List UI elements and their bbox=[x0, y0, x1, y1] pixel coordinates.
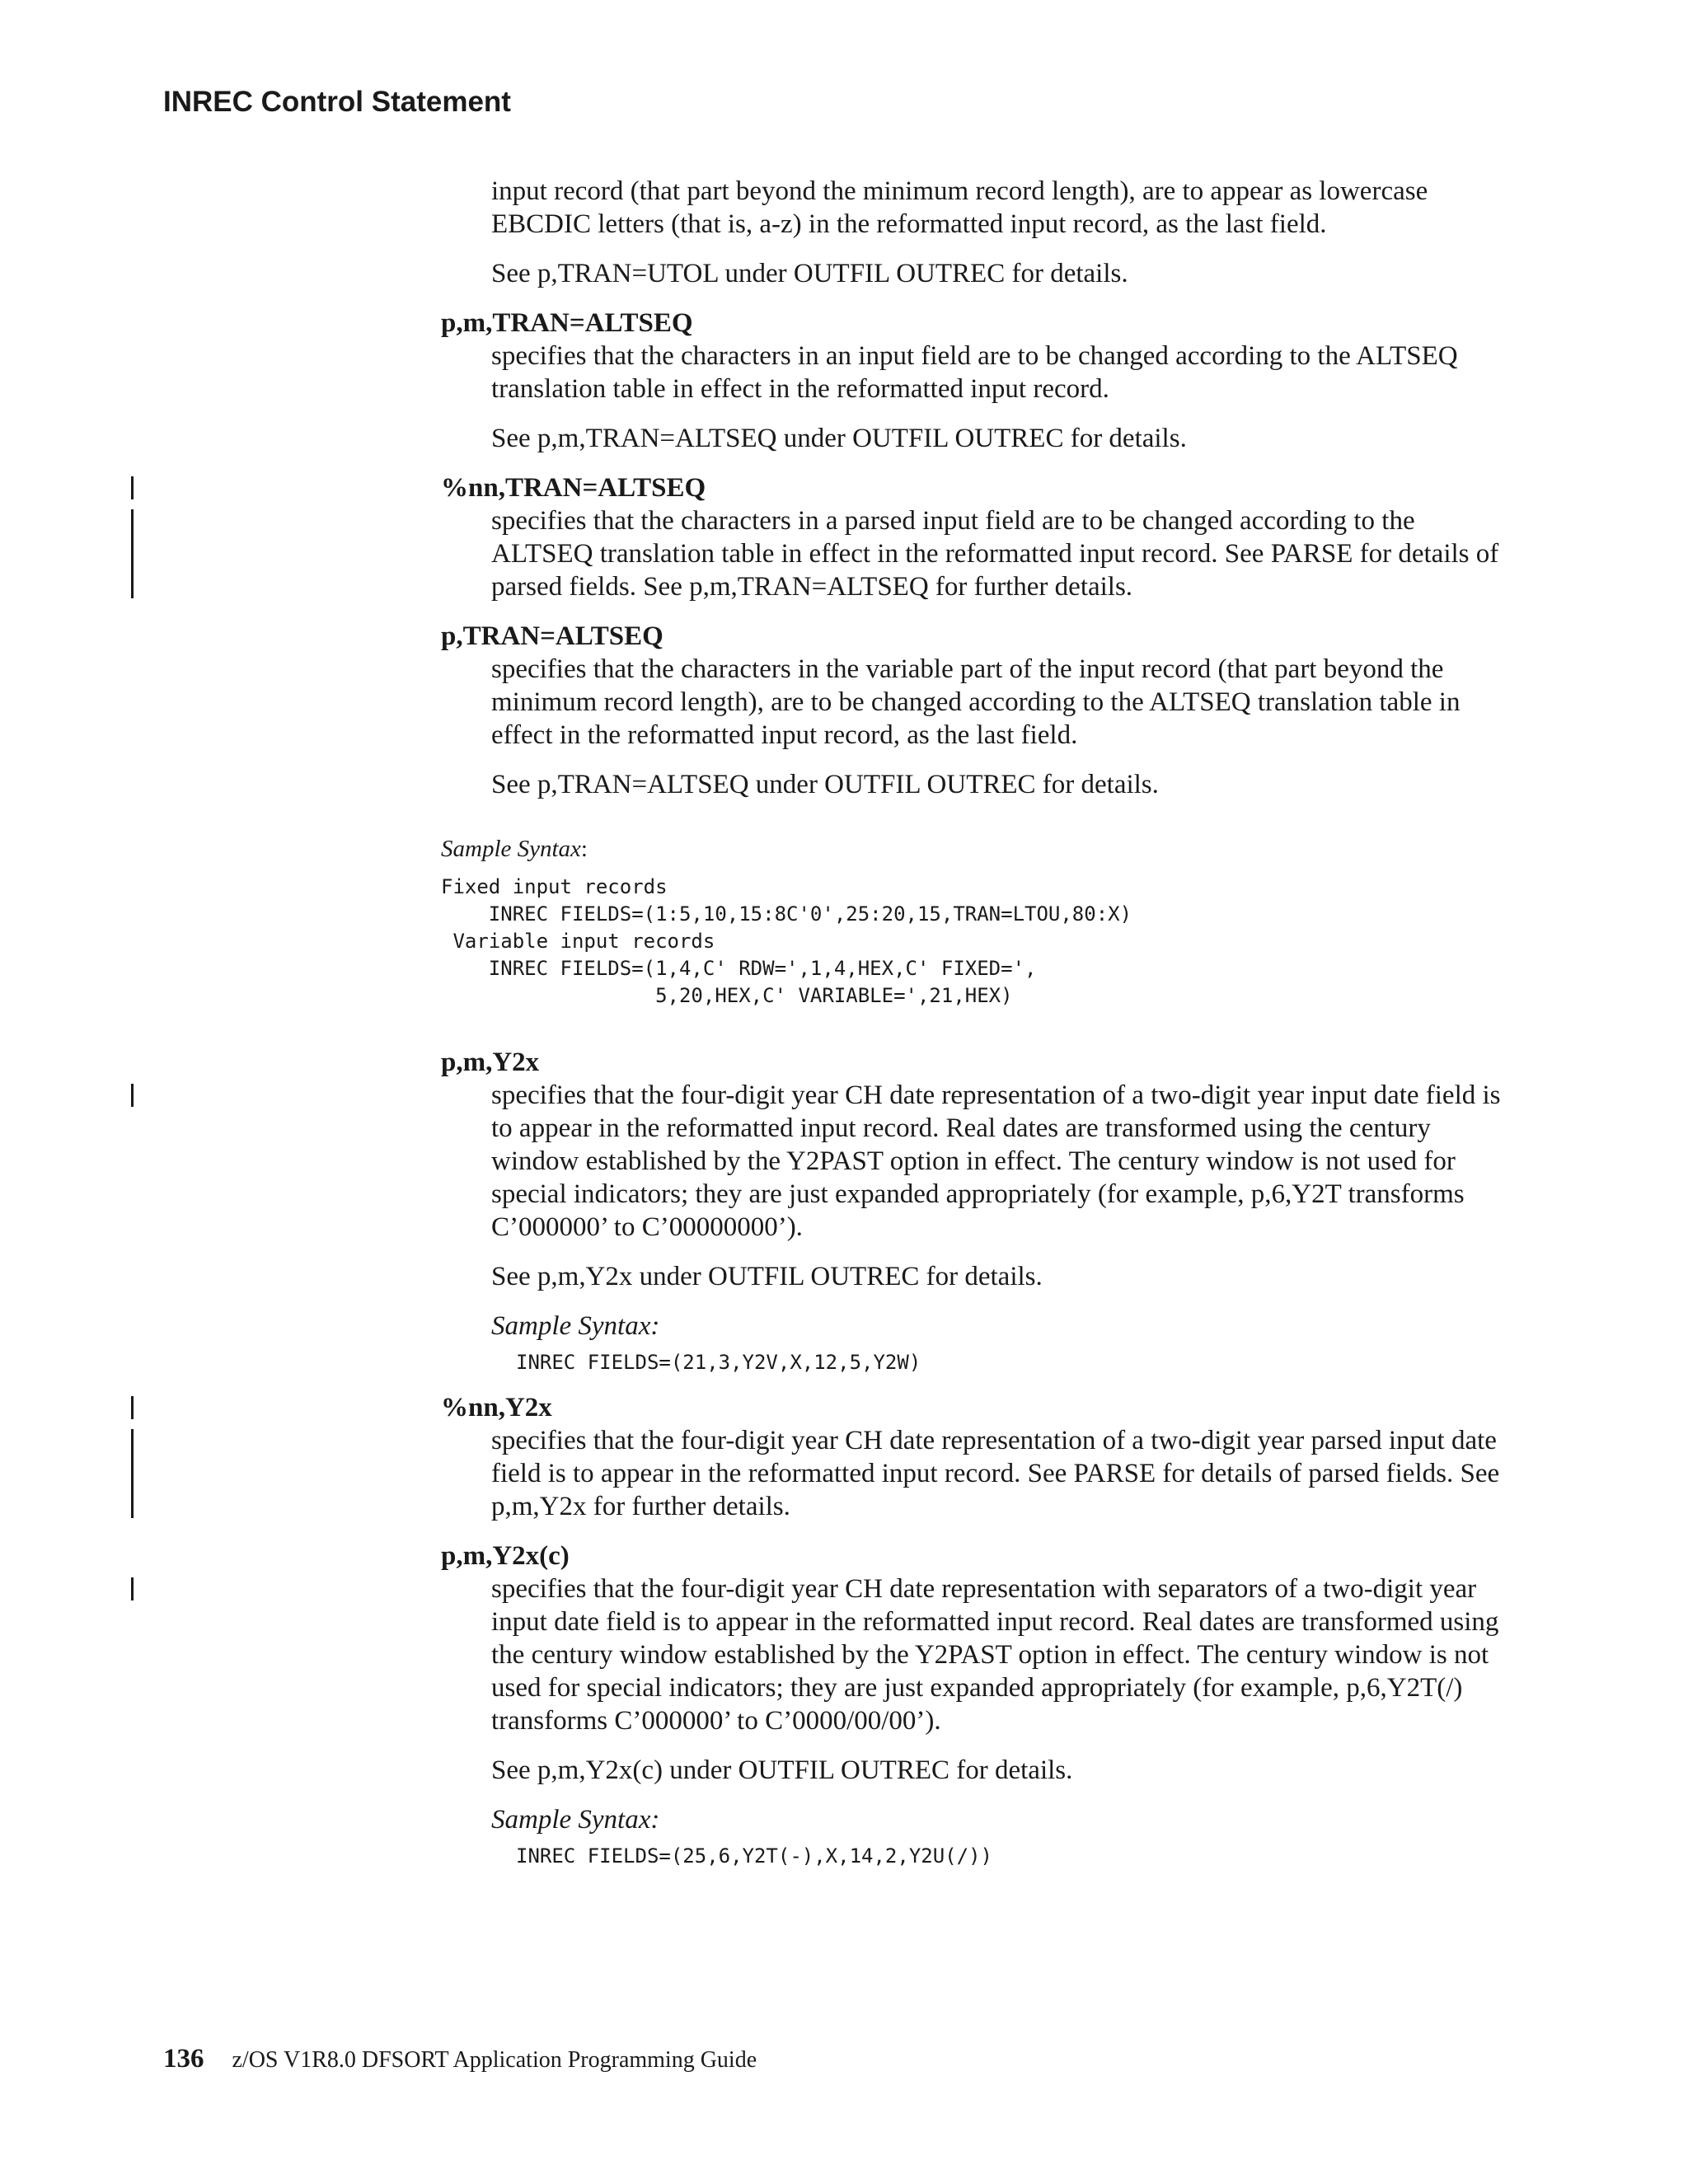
page-footer bbox=[163, 2044, 757, 2074]
term-pm-y2x-c: p,m,Y2x(c) bbox=[441, 1541, 570, 1571]
sample-code-y2x-c: INREC FIELDS=(25,6,Y2T(-),X,14,2,Y2U(/)) bbox=[516, 1844, 992, 1868]
change-bar bbox=[131, 1577, 134, 1601]
desc-pm-y2x bbox=[491, 1079, 1504, 1244]
desc-text: specifies that the four-digit year CH date representation of a two-digit year parsed input date field is to appear in the reformatted input record. See PARSE for details of parsed fields. See p,m,Y2x for further details. bbox=[491, 1426, 1500, 1521]
see-pm-tran-altseq: See p,m,TRAN=ALTSEQ under OUTFIL OUTREC for details. bbox=[491, 424, 1187, 453]
page-body bbox=[441, 175, 1504, 1870]
desc-text: specifies that the four-digit year CH date representation with separators of a two-digit year input date field is to appear in the reformatted input record. Real dates are transformed using the century window established by the Y2PAST option in effect. The century window is not used for special indicators; they are just expanded appropriately (for example, p,6,Y2T(/) transforms C’000000’ to C’0000/00/00’). bbox=[491, 1574, 1499, 1736]
see-p-tran-altseq: See p,TRAN=ALTSEQ under OUTFIL OUTREC for details. bbox=[491, 770, 1159, 799]
sample-syntax-label bbox=[441, 832, 1504, 865]
term-nn-y2x bbox=[441, 1391, 1504, 1424]
change-bar bbox=[131, 1084, 134, 1107]
term-p-tran-altseq: p,TRAN=ALTSEQ bbox=[441, 621, 663, 651]
change-bar bbox=[131, 1396, 134, 1419]
desc-p-tran-altseq: specifies that the characters in the variable part of the input record (that part beyond the minimum record length), are to be changed according to the ALTSEQ translation table in effect in the reformatted input record, as the last field. bbox=[491, 654, 1461, 750]
intro-paragraph: input record (that part beyond the minimum record length), are to appear as lowercase EBCDIC letters (that is, a-z) in the reformatted input record, as the last field. bbox=[491, 176, 1428, 239]
sample-label-colon: : bbox=[580, 836, 588, 862]
change-bar bbox=[131, 1429, 134, 1518]
sample-syntax-label: Sample Syntax: bbox=[491, 1311, 660, 1341]
term-pm-tran-altseq: p,m,TRAN=ALTSEQ bbox=[441, 308, 693, 338]
page-number: 136 bbox=[163, 2044, 204, 2074]
sample-code-y2x: INREC FIELDS=(21,3,Y2V,X,12,5,Y2W) bbox=[516, 1351, 921, 1374]
change-bar bbox=[131, 476, 134, 499]
desc-nn-tran-altseq bbox=[491, 504, 1504, 603]
desc-text: specifies that the characters in a parsed input field are to be changed according to the ALTSEQ translation table in effect in the reformatted input record. See PARSE for details of parsed fields. See p,m,TRAN=ALTSEQ for further details. bbox=[491, 506, 1499, 602]
term-text: %nn,Y2x bbox=[441, 1393, 552, 1422]
sample-code-block: Fixed input records INREC FIELDS=(1:5,10,15:8C'0',25:20,15,TRAN=LTOU,80:X) Variable input records INREC FIELDS=(1,4,C' RDW=',1,4,HEX,C' FIXED=', 5,20,HEX,C' VARIABLE=',21,HEX) bbox=[441, 875, 1132, 1007]
book-title: z/OS V1R8.0 DFSORT Application Programming Guide bbox=[232, 2047, 757, 2073]
see-pm-y2x: See p,m,Y2x under OUTFIL OUTREC for details. bbox=[491, 1262, 1043, 1291]
desc-pm-y2x-c bbox=[491, 1572, 1504, 1737]
running-header: INREC Control Statement bbox=[163, 86, 511, 118]
desc-pm-tran-altseq: specifies that the characters in an input field are to be changed according to the ALTSEQ translation table in effect in the reformatted input record. bbox=[491, 341, 1458, 404]
sample-syntax-label: Sample Syntax: bbox=[491, 1805, 660, 1835]
desc-nn-y2x bbox=[491, 1424, 1504, 1523]
intro-see-paragraph: See p,TRAN=UTOL under OUTFIL OUTREC for details. bbox=[491, 259, 1128, 288]
desc-text: specifies that the four-digit year CH date representation of a two-digit year input date field is to appear in the reformatted input record. Real dates are transformed using the century window established by the Y2PAST option in effect. The century window is not used for special indicators; they are just expanded appropriately (for example, p,6,Y2T transforms C’000000’ to C’00000000’). bbox=[491, 1080, 1501, 1242]
term-text: %nn,TRAN=ALTSEQ bbox=[441, 473, 706, 503]
term-pm-y2x: p,m,Y2x bbox=[441, 1047, 540, 1077]
change-bar bbox=[131, 509, 134, 598]
term-nn-tran-altseq bbox=[441, 471, 1504, 504]
sample-label-text: Sample Syntax bbox=[441, 836, 581, 862]
see-pm-y2x-c: See p,m,Y2x(c) under OUTFIL OUTREC for details. bbox=[491, 1755, 1073, 1785]
